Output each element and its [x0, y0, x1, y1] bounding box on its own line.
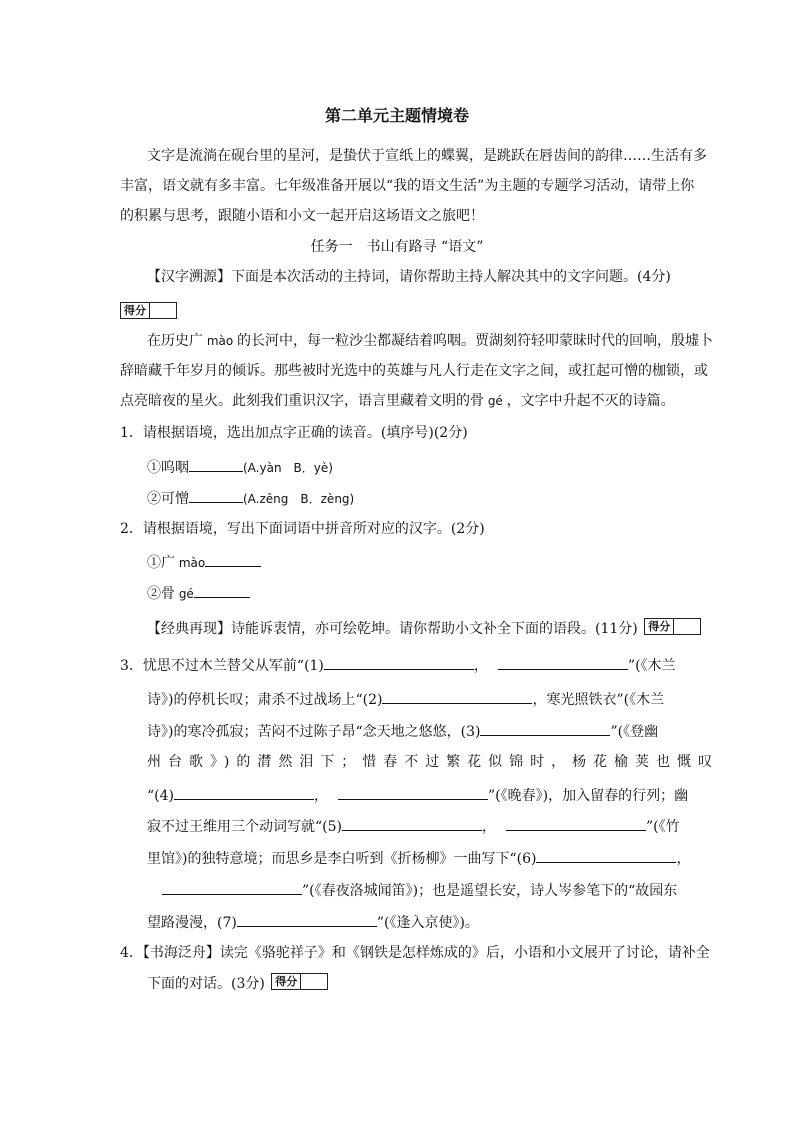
pinyin-mao: mào: [203, 334, 238, 348]
score-box-2[interactable]: 得分: [644, 618, 701, 635]
answer-blank[interactable]: [342, 815, 482, 831]
question-2-item-1: ①广 mào: [147, 551, 261, 573]
answer-blank[interactable]: [162, 879, 302, 895]
answer-blank[interactable]: [194, 582, 250, 598]
question-3-line-6: 寂不过王维用三个动词写就“(5) ， ”(《竹: [147, 815, 680, 837]
answer-blank[interactable]: [189, 456, 243, 472]
page-title: 第二单元主题情境卷: [324, 106, 469, 125]
question-2-stem: 2．请根据语境，写出下面词语中拼音所对应的汉字。(2分): [120, 521, 485, 537]
intro-line-2: 丰富，语文就有多丰富。七年级准备开展以“我的语文生活”为主题的专题学习活动，请带上你: [120, 178, 695, 194]
question-3-line-9: 望路漫漫，(7) ”(《逢入京使》)。: [147, 911, 479, 933]
answer-blank[interactable]: [237, 911, 377, 927]
passage-line-2: 辞暗藏千年岁月的倾诉。那些被时光选中的英雄与凡人行走在文字之间，或扛起可憎的枷锁，或: [120, 363, 708, 379]
passage-line-1: 在历史广 mào 的长河中，每一粒沙尘都凝结着呜咽。贾湖刻符轻叩蒙昧时代的回响，殷墟卜: [147, 333, 714, 349]
answer-blank[interactable]: [174, 784, 314, 800]
score-blank[interactable]: [150, 303, 176, 318]
answer-blank[interactable]: [536, 847, 676, 863]
section-heading-hanzi: 【汉字溯源】下面是本次活动的主持词，请你帮助主持人解决其中的文字问题。(4分): [147, 269, 671, 285]
question-4-line-1: 4．【书海泛舟】读完《骆驼祥子》和《钢铁是怎样炼成的》后，小语和小文展开了讨论，请补全: [120, 945, 710, 961]
answer-blank[interactable]: [338, 784, 488, 800]
question-3-line-2: 诗》)的停机长叹；肃杀不过战场上“(2) ，寒光照铁衣”(《木兰: [147, 688, 664, 710]
question-3-line-8: ”(《春夜洛城闻笛》)；也是遥望长安，诗人岑参笔下的“故园东: [162, 879, 677, 901]
question-2-item-2: ②骨 gé: [147, 582, 250, 604]
section-heading-classics: 【经典再现】诗能诉衷情，亦可绘乾坤。请你帮助小文补全下面的语段。(11分) 得分: [147, 619, 701, 639]
answer-blank[interactable]: [480, 720, 610, 736]
pinyin-ge: gé: [484, 394, 507, 408]
score-box-3[interactable]: 得分: [271, 973, 328, 990]
question-3-line-3: 诗》)的寒冷孤寂；苦闷不过陈子昂“念天地之悠悠，(3) ”(《登幽: [147, 720, 658, 742]
question-3-line-4: 州台歌》)的潸然泪下；惜春不过繁花似锦时，杨花榆荚也慨叹: [147, 754, 712, 770]
answer-blank[interactable]: [382, 688, 532, 704]
question-1-stem: 1．请根据语境，选出加点字正确的读音。(填序号)(2分): [120, 425, 468, 441]
task-1-title: 任务一 书山有路寻 “语文”: [310, 239, 484, 255]
passage-line-3: 点亮暗夜的星火。此刻我们重识汉字，语言里藏着文明的骨 gé ，文字中升起不灭的诗篇。: [120, 393, 675, 409]
question-3-line-5: “(4) ， ”(《晚春》)，加入留春的行列；幽: [147, 784, 688, 806]
score-label: 得分: [121, 303, 150, 318]
question-1-option-2: ②可憎 (A.zēng B．zèng): [147, 487, 354, 509]
score-box-1[interactable]: [120, 302, 177, 319]
answer-blank[interactable]: [189, 487, 243, 503]
answer-blank[interactable]: [506, 815, 646, 831]
intro-line-1: 文字是流淌在砚台里的星河，是蛰伏于宣纸上的蝶翼，是跳跃在唇齿间的韵律……生活有多: [147, 148, 707, 164]
question-4-line-2: 下面的对话。(3分) 得分: [147, 974, 328, 994]
question-1-option-1: ①呜咽 (A.yàn B．yè): [147, 456, 333, 478]
answer-blank[interactable]: [498, 654, 628, 670]
question-3-line-1: 3．忧思不过木兰替父从军前“(1) ， ”(《木兰: [120, 654, 676, 676]
answer-blank[interactable]: [324, 654, 474, 670]
answer-blank[interactable]: [205, 551, 261, 567]
question-3-line-7: 里馆》)的独特意境；而思乡是李白听到《折杨柳》一曲写下“(6) ，: [147, 847, 690, 869]
intro-line-3: 的积累与思考，跟随小语和小文一起开启这场语文之旅吧！: [120, 208, 484, 224]
